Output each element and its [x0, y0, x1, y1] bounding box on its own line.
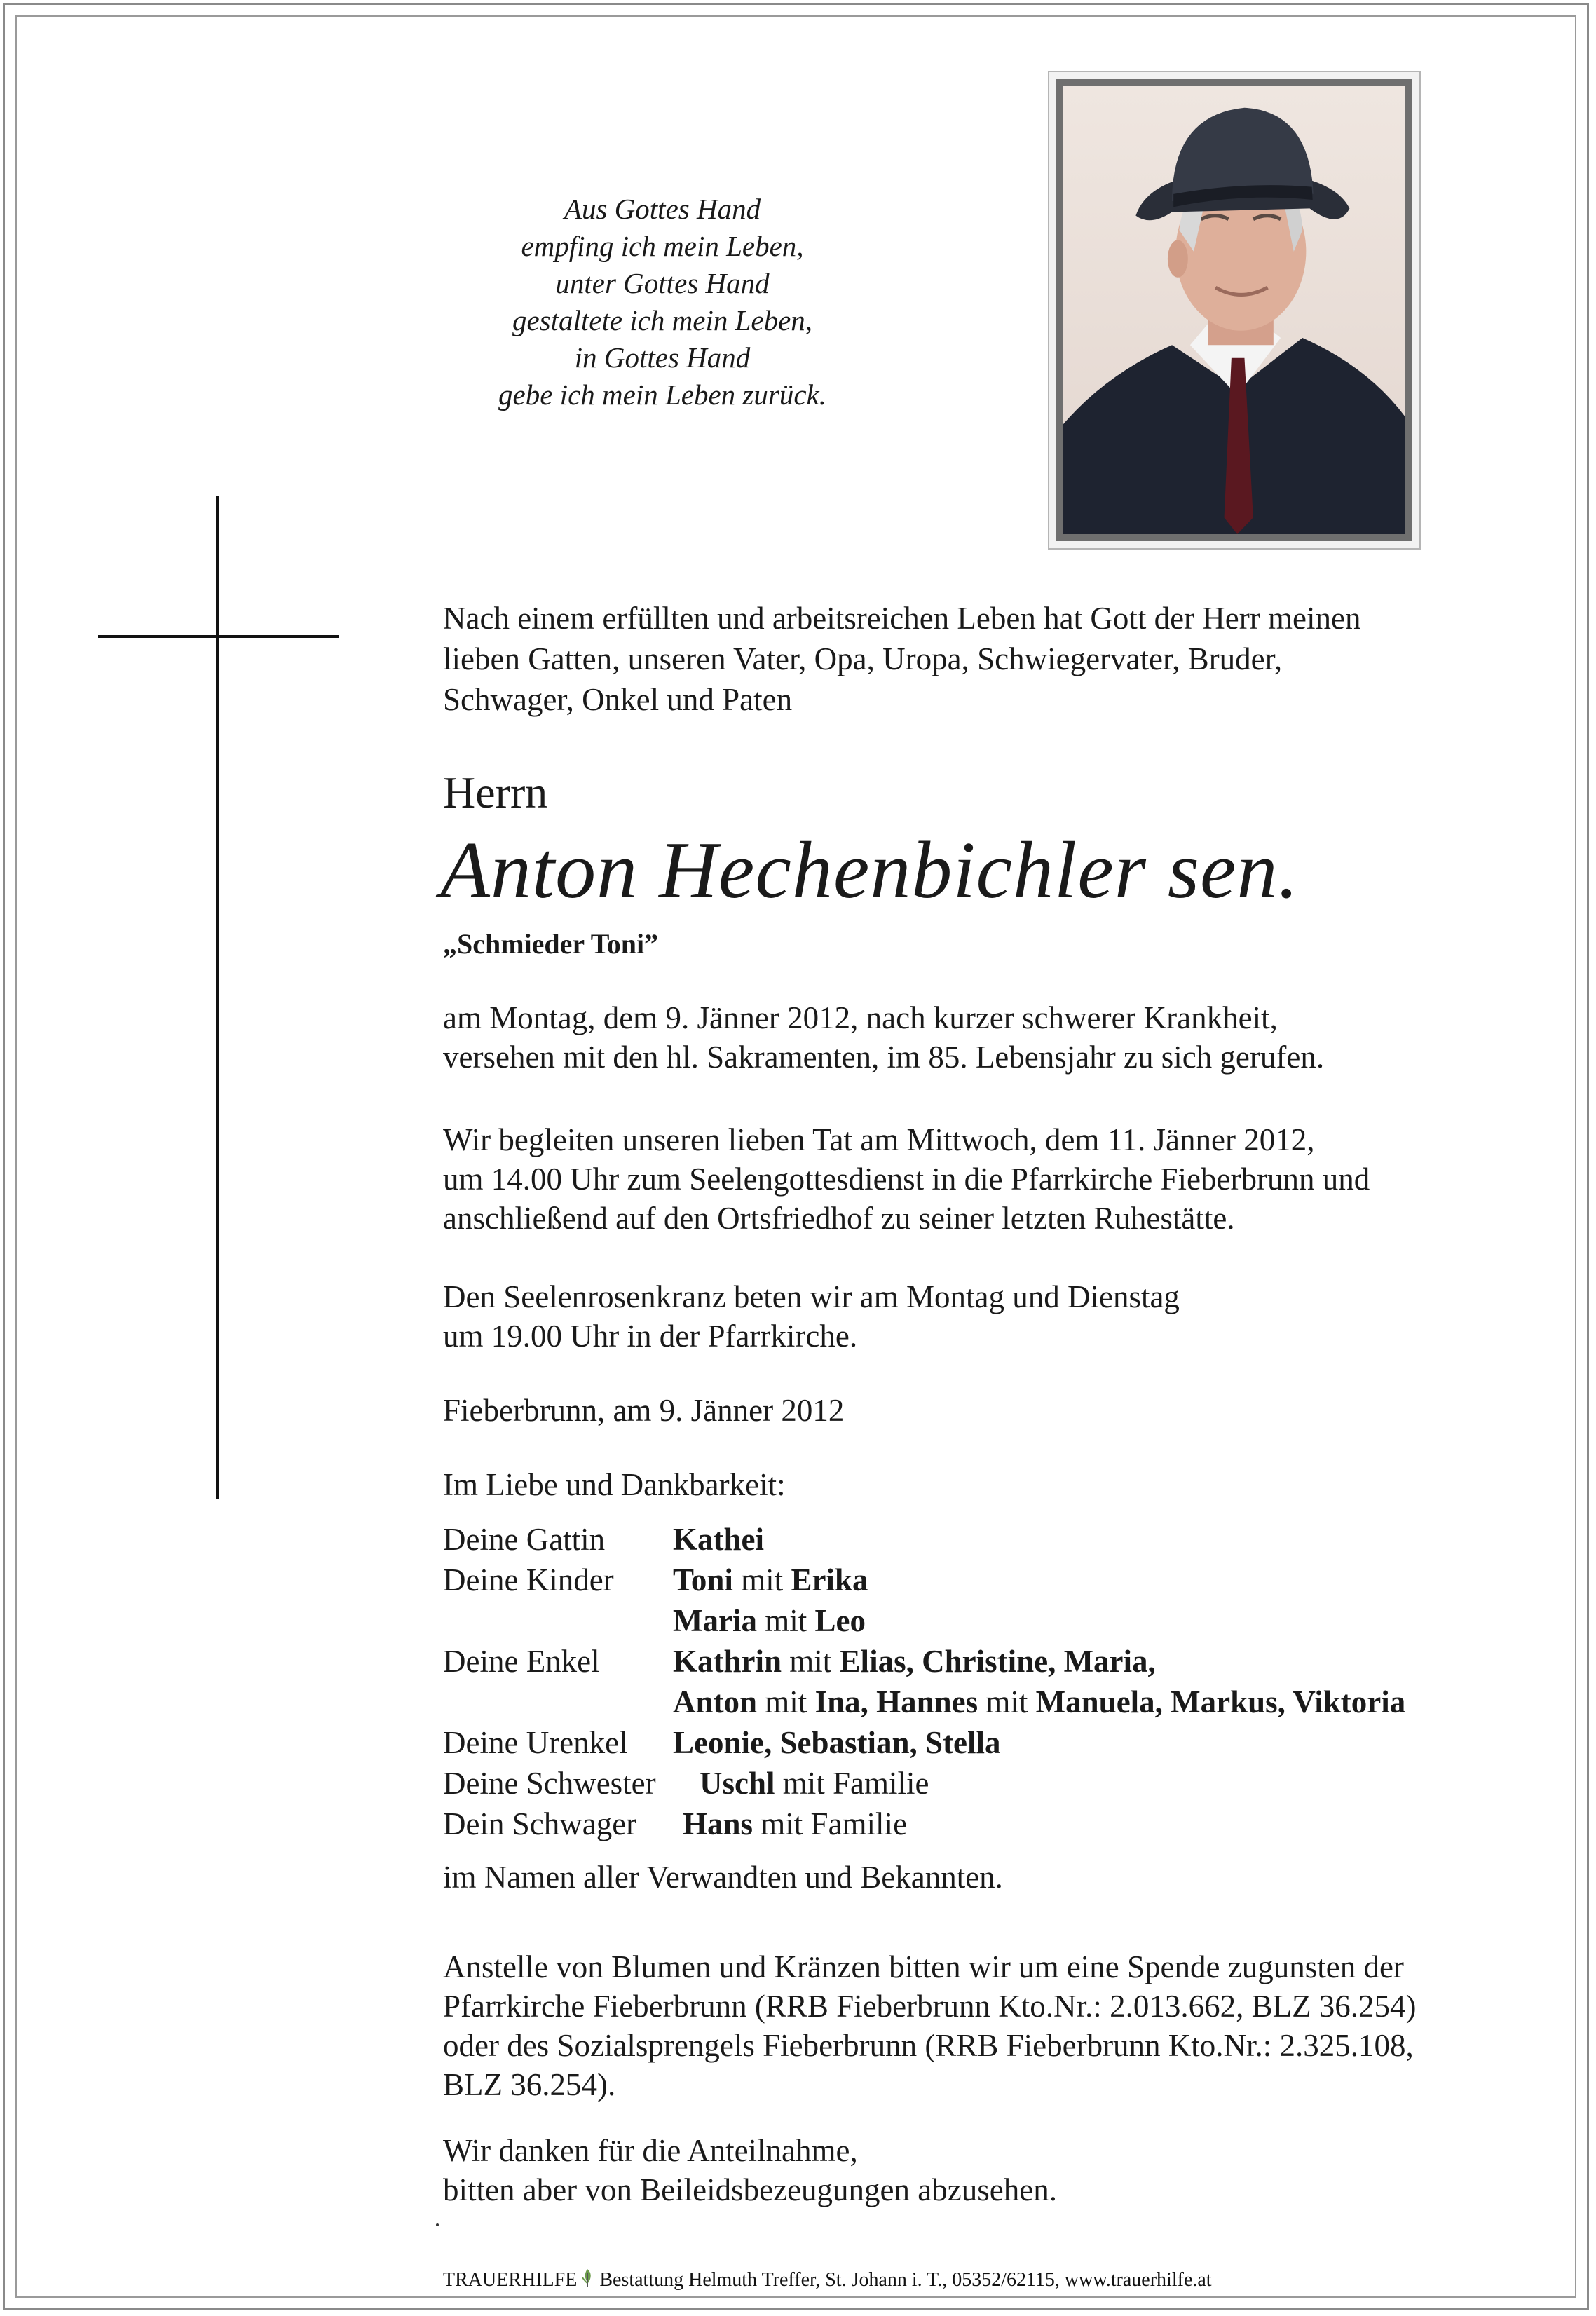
mourner-label-kinder: Deine Kinder — [443, 1562, 614, 1598]
mourner-connector: mit — [782, 1644, 840, 1679]
mourner-name: Hans — [683, 1806, 753, 1841]
deceased-name: Anton Hechenbichler sen. — [440, 826, 1300, 915]
funeral-line: Wir begleiten unseren lieben Tat am Mittwoch, dem 11. Jänner 2012, — [443, 1122, 1315, 1157]
intro-line: Schwager, Onkel und Paten — [443, 682, 793, 717]
mourner-label-schwester: Deine Schwester — [443, 1766, 656, 1801]
mourner-suffix: mit Familie — [753, 1806, 908, 1841]
intro-line: lieben Gatten, unseren Vater, Opa, Uropa, Schwiegervater, Bruder, — [443, 641, 1283, 676]
donation-line: BLZ 36.254). — [443, 2067, 616, 2102]
death-notice-line: am Montag, dem 9. Jänner 2012, nach kurzer schwerer Krankheit, — [443, 1000, 1278, 1035]
cross-icon — [216, 496, 219, 1499]
place-date: Fieberbrunn, am 9. Jänner 2012 — [443, 1393, 845, 1428]
funeral-line: um 14.00 Uhr zum Seelengottesdienst in die Pfarrkirche Fieberbrunn und — [443, 1162, 1370, 1197]
mourner-name: Kathei — [673, 1522, 764, 1557]
mourner-label-urenkel: Deine Urenkel — [443, 1725, 628, 1760]
poem-line: in Gottes Hand — [574, 341, 751, 374]
mourner-names-gattin — [673, 1520, 764, 1559]
mourner-label-enkel: Deine Enkel — [443, 1644, 600, 1679]
nickname: „Schmieder Toni” — [443, 928, 659, 960]
mourner-connector: mit — [757, 1684, 815, 1719]
rosary-line: um 19.00 Uhr in der Pfarrkirche. — [443, 1319, 858, 1354]
donation-line: Anstelle von Blumen und Kränzen bitten wir um eine Spende zugunsten der — [443, 1949, 1404, 1984]
mourner-connector: mit — [732, 1562, 791, 1598]
mourner-name: Uschl — [700, 1766, 775, 1801]
poem-line: empfing ich mein Leben, — [521, 230, 804, 262]
mourner-name: Toni — [673, 1562, 733, 1598]
portrait-photo — [1056, 79, 1412, 541]
mourner-name: Manuela, Markus, Viktoria — [1035, 1684, 1406, 1719]
thanks-line: Wir danken für die Anteilnahme, — [443, 2133, 858, 2168]
mourner-names-enkel-2 — [673, 1682, 1405, 1722]
mourner-name: Ina, Hannes — [814, 1684, 978, 1719]
mourner-connector: mit — [978, 1684, 1036, 1719]
mourner-suffix: mit Familie — [775, 1766, 929, 1801]
death-notice-line: versehen mit den hl. Sakramenten, im 85. Lebensjahr zu sich gerufen. — [443, 1040, 1325, 1075]
mourner-label-gattin: Deine Gattin — [443, 1522, 606, 1557]
mourner-names-schwester — [700, 1764, 929, 1803]
mourner-names-kinder — [673, 1560, 868, 1600]
portrait-frame — [1048, 71, 1421, 550]
poem-line: unter Gottes Hand — [555, 267, 770, 299]
relatives-line: im Namen aller Verwandten und Bekannten. — [443, 1860, 1003, 1895]
mourner-names-enkel — [673, 1642, 1156, 1681]
mourner-name: Elias, Christine, Maria, — [839, 1644, 1156, 1679]
footer — [443, 2268, 1212, 2295]
mourner-name: Anton — [673, 1684, 758, 1719]
rosary-line: Den Seelenrosenkranz beten wir am Montag und Dienstag — [443, 1279, 1180, 1314]
mourner-names-kinder-2 — [673, 1601, 866, 1640]
salutation: Herrn — [443, 768, 548, 817]
funeral-line: anschließend auf den Ortsfriedhof zu seiner letzten Ruhestätte. — [443, 1201, 1235, 1236]
mourner-names-urenkel — [673, 1723, 1001, 1762]
poem — [414, 191, 911, 414]
mourner-label-schwager: Dein Schwager — [443, 1806, 637, 1841]
footer-text: Bestattung Helmuth Treffer, St. Johann i. T., 05352/62115, www.trauerhilfe.at — [599, 2269, 1212, 2291]
donation-line: oder des Sozialsprengels Fieberbrunn (RRB Fieberbrunn Kto.Nr.: 2.325.108, — [443, 2028, 1414, 2063]
dot-mark — [436, 2223, 439, 2226]
leaf-icon — [580, 2268, 595, 2295]
mourner-names-schwager — [683, 1804, 907, 1844]
poem-line: gebe ich mein Leben zurück. — [498, 379, 826, 411]
mourner-name: Erika — [791, 1562, 868, 1598]
mourner-name: Leonie, Sebastian, Stella — [673, 1725, 1001, 1760]
intro-line: Nach einem erfüllten und arbeitsreichen Leben hat Gott der Herr meinen — [443, 601, 1361, 636]
mourner-name: Kathrin — [673, 1644, 782, 1679]
thanks-line: bitten aber von Beileidsbezeugungen abzusehen. — [443, 2172, 1057, 2207]
mourners-heading: Im Liebe und Dankbarkeit: — [443, 1467, 786, 1502]
footer-brand: TRAUERHILFE — [443, 2269, 578, 2291]
poem-line: gestaltete ich mein Leben, — [512, 304, 813, 336]
donation-line: Pfarrkirche Fieberbrunn (RRB Fieberbrunn Kto.Nr.: 2.013.662, BLZ 36.254) — [443, 1989, 1417, 2024]
cross-bar — [98, 635, 339, 638]
mourner-name: Maria — [673, 1603, 757, 1638]
mourner-name: Leo — [814, 1603, 866, 1638]
poem-line: Aus Gottes Hand — [564, 193, 761, 225]
mourner-connector: mit — [756, 1603, 815, 1638]
